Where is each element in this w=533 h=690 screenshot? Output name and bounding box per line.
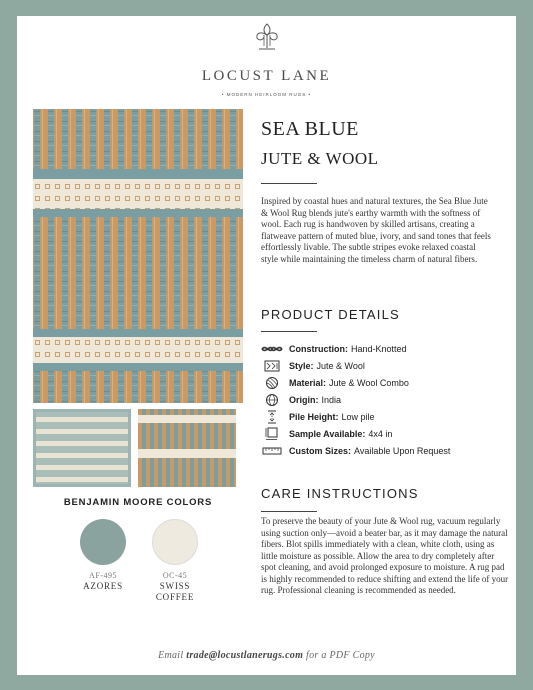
ornamental-fleur-icon xyxy=(253,22,281,52)
detail-label: Material: xyxy=(289,377,327,388)
swatch-name: AZORES xyxy=(83,581,123,591)
product-title-line1: SEA BLUE xyxy=(261,118,359,140)
ruler-icon xyxy=(261,444,283,458)
detail-value: Available Upon Request xyxy=(354,445,451,456)
care-divider xyxy=(261,511,317,512)
care-instructions-text: To preserve the beauty of your Jute & Wool rug, vacuum regularly using suction only—avoid a beater bar, as it may damage the natural fibers. Blot spills immediately with a clean, white cloth, using as little moisture as possible. Allow the area to dry completely after spot cleaning, and avoid prolonged exposure to moisture. A rug pad is highly recommended to reduce shifting and extend the life of your rug. Professional cleaning is recommended as needed. xyxy=(261,516,509,595)
color-swatch-swiss-coffee xyxy=(152,519,198,565)
detail-label: Sample Available: xyxy=(289,428,366,439)
detail-value: Jute & Wool xyxy=(316,360,365,371)
swatch-name: SWISS COFFEE xyxy=(155,581,195,602)
detail-label: Pile Height: xyxy=(289,411,339,422)
detail-label: Origin: xyxy=(289,394,319,405)
rug-thumbnail-striped[interactable] xyxy=(33,409,131,487)
detail-value: 4x4 in xyxy=(368,428,393,439)
footer-email-link[interactable]: trade@locustlanerugs.com xyxy=(186,650,304,661)
brand-name: LOCUST LANE xyxy=(201,68,332,84)
spec-sheet xyxy=(17,16,516,675)
detail-value: India xyxy=(321,394,342,405)
product-details-heading: PRODUCT DETAILS xyxy=(261,307,400,322)
footer-prefix: Email xyxy=(158,650,187,661)
product-description: Inspired by coastal hues and natural textures, the Sea Blue Jute & Wool Rug blends jute's earthy warmth with the softness of wool. Each rug is handwoven by skilled artisans, creating a flatweave pattern of muted blue, ivory, and sand tones that feels effortlessly livable. The subtle stripes evoke relaxed coastal style while maintaining the timeless charm of natural fibers. xyxy=(261,196,491,264)
sample-square-icon xyxy=(261,427,283,441)
swatch-label-azores xyxy=(63,571,143,591)
rug-pattern-icon xyxy=(261,359,283,373)
care-instructions-heading: CARE INSTRUCTIONS xyxy=(261,486,419,501)
footer-contact xyxy=(17,650,516,661)
detail-row-style xyxy=(261,357,501,374)
title-divider xyxy=(261,183,317,184)
details-divider xyxy=(261,331,317,332)
swatch-label-swiss-coffee xyxy=(135,571,215,603)
brand-tagline: • MODERN HEIRLOOM RUGS • xyxy=(221,92,312,97)
detail-row-material xyxy=(261,374,501,391)
swatch-code: OC-45 xyxy=(162,571,188,580)
swatch-code: AF-495 xyxy=(89,571,117,580)
detail-value: Hand-Knotted xyxy=(351,343,407,354)
detail-value: Jute & Wool Combo xyxy=(329,377,409,388)
detail-row-sample xyxy=(261,425,501,442)
detail-row-pile-height xyxy=(261,408,501,425)
yarn-ball-icon xyxy=(261,376,283,390)
pile-height-icon xyxy=(261,410,283,424)
globe-icon xyxy=(261,393,283,407)
detail-label: Custom Sizes: xyxy=(289,445,352,456)
detail-label: Style: xyxy=(289,360,314,371)
rug-thumbnail-closeup[interactable] xyxy=(138,409,236,487)
detail-value: Low pile xyxy=(341,411,375,422)
product-details-list xyxy=(261,340,501,459)
detail-row-custom-sizes xyxy=(261,442,501,459)
hero-rug-image xyxy=(33,109,243,403)
color-swatch-azores xyxy=(80,519,126,565)
detail-label: Construction: xyxy=(289,343,348,354)
footer-suffix: for a PDF Copy xyxy=(303,650,375,661)
knot-icon xyxy=(261,342,283,356)
product-title-line2: JUTE & WOOL xyxy=(261,149,379,168)
detail-row-construction xyxy=(261,340,501,357)
detail-row-origin xyxy=(261,391,501,408)
paint-colors-heading: BENJAMIN MOORE COLORS xyxy=(63,497,213,508)
